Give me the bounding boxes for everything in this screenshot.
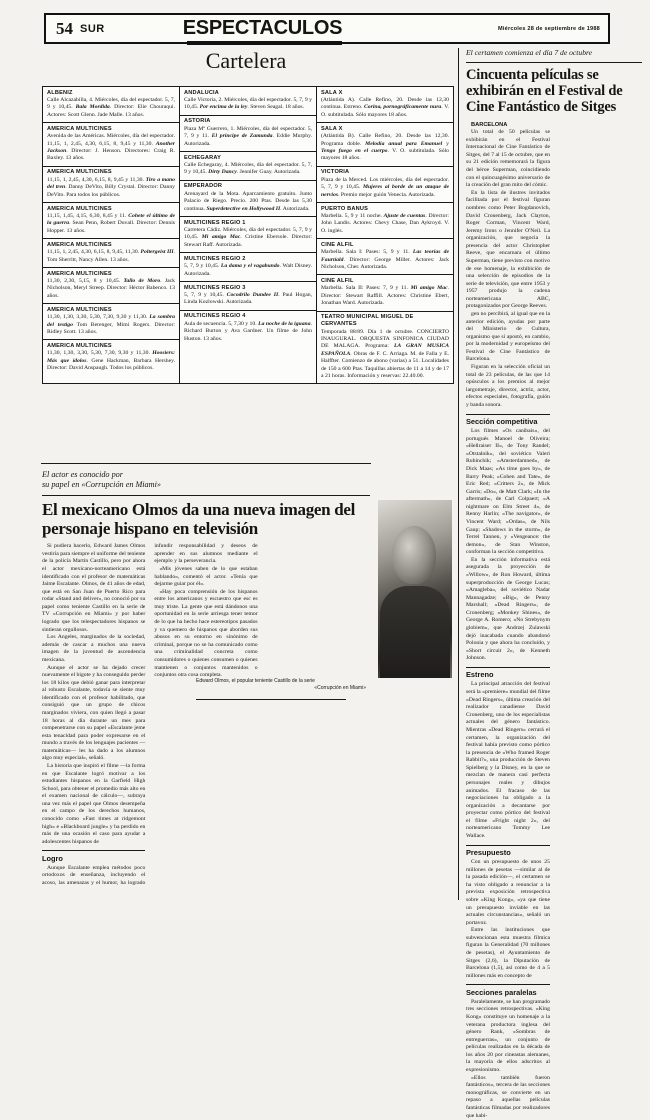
paragraph: «Hay poca comprensión de los hispanos entre los americanos y escuestro que esc es muy triste. La gente que está dándonos una oportunidad en la serie arriesga tener temor de lo que ha hecho hace estereotipos pasados y va quemero de hispanos que aborden sus abusos en su entorno en sinónimo de criminal, porque no se ha comunicado como una criminalidad concreta como consumidores o quienes consumen o quienes mantienen o conjuntos mantenidos o conjuntos otra cosa completa. (154, 588, 258, 679)
listing-column (43, 87, 179, 383)
photo-caption (196, 678, 366, 691)
cinema-details: Aula de secuencia. 5, 7,30 y 10. La noche de la iguana. Richard Burton y Ava Gardner. Un filme de John Huston. 13 años. (184, 320, 312, 342)
cinema-name: MULTICINES REGIO 3 (184, 284, 246, 291)
cinema-name: AMERICA MULTICINES (47, 169, 112, 176)
dateline: BARCELONA (471, 121, 508, 128)
cinema-details: Calle Echegaray, 4. Miércoles, día del espectador. 5, 7, 9 y 10,45. Dirty Dancy. Jennifer Guay. Autorizada. (184, 161, 312, 176)
section-subhead: Presupuesto (466, 845, 550, 858)
cinema-entry (180, 217, 316, 253)
cinema-entry (180, 152, 316, 181)
cinema-listings (42, 86, 454, 384)
cinema-details: Arenayard de la Mota. Aparcamiento gratuito. Junto Palacio de Riego. Precio. 200 Ptas. Desde las 5,30 continua. Superdetective en Hollywood II. Autorizada. (184, 190, 312, 212)
cinema-name: VICTORIA (321, 169, 350, 176)
cinema-entry (317, 312, 453, 384)
cinema-name: MULTICINES REGIO 2 (184, 255, 246, 262)
cinema-entry (317, 275, 453, 311)
listing-column (316, 87, 453, 383)
cinema-name: PUERTO BANUS (321, 205, 369, 212)
paragraph: En la sección informativa está asegurada la proyección de «Willow», de Ron Howard, última superproducción de George Lucas; «Amagleba», del soviético Nadar Mannagadze; «Big», de Penny Marshall; «Dead Ringers», de Cronenberg; «Monkey Shines», de George A. Romero; «No Strebynym globiem», que Andrzej Zulawski dejó inacabada cuando abandonó Polonia y que ahora ha concluido, y «Short circuit 2», de Kenneth Johnson. (466, 556, 550, 662)
cinema-name: AMERICA MULTICINES (47, 342, 112, 349)
cinema-details: Plaza Mª Guerrero, 1. Miércoles, día del espectador. 5, 7, 9 y 11. El príncipe de Zamunda. Eddie Murphy. Autorizada. (184, 125, 312, 147)
cinema-entry (180, 116, 316, 152)
cinema-entry (43, 340, 179, 375)
cinema-entry (43, 167, 179, 203)
cinema-name: CINE ALFIL (321, 241, 354, 248)
cinema-details: 5, 7, 9 y 10,45. La dama y el vagabundo. Walt Disney. Autorizada. (184, 263, 312, 277)
cinema-details: Marbella. Sala II: Pases: 7, 9 y 11. Mi amigo Mac. Director: Stewart Raffill. Actores: Christine Ebert, Jonathan Ward. Autorizada. (321, 285, 449, 307)
cinema-details: Calle Alcazabilla, 4. Miércoles, día del espectador. 5, 7, 9 y 10,45. Bala Mordida. Director: Elie Chouraqui. Actores: Scott Glenn. Jade Malle. 13 años. (47, 96, 176, 118)
cinema-name: ASTORIA (184, 118, 211, 125)
cinema-name: CINE ALFIL (321, 277, 354, 284)
cinema-entry (317, 203, 453, 239)
sitges-kicker: El certamen comienza el día 7 de octubre (466, 48, 593, 57)
cinema-details: 11,15, 1,45, 4,15, 6,30, 8,45 y 11. Cohete el último de la guerra. Sean Penn, Robert Duvall. Director: Dennis Hopper. 13 años. (47, 213, 176, 234)
cinema-details: Plaza de la Merced. Los miércoles, día del espectador. 5, 7, 9 y 10,45. Mujeres al borde de un ataque de nervios. Premio mejor guión Venecia. Autorizada. (321, 176, 449, 198)
cinema-entry (43, 203, 179, 239)
sitges-headline: Cincuenta películas se exhibirán en el Festival de Cine Fantástico de Sitges (466, 66, 623, 116)
section-subhead: Estreno (466, 667, 550, 680)
photo-caption-line1: Edward Olmos, el popular teniente Castillo de la serie (196, 678, 315, 684)
cinema-entry (180, 282, 316, 311)
cinema-details: (Atlántida B). Calle Refino, 20. Desde las 12,30. Programa doble. Melodía anual para Emanuel y Tengo fuego en el cuerpo. V. O. subtitulada. Sólo mayores 18 años. (321, 133, 450, 162)
cinema-details: 11,15, 1, 2,45, 4,30, 6,15, 8, 9,45 y 11,30. Tiro a mano del tren. Danny DeVito, Billy Crystal. Director: Danny DeVito. Para todos los públicos. (47, 176, 176, 198)
issue-date: Miércoles 28 de septiembre de 1988 (498, 25, 600, 32)
article-top-rule (41, 463, 371, 464)
section-subhead: Sección competitiva (466, 414, 550, 427)
paragraph: Figuran en la selección oficial un total de 23 películas, de las que 14 opúsculos a los premios al mejor largometraje, director, actriz, actor, efectos especiales, fotografía, guión y banda sonora. (466, 364, 550, 408)
cinema-name: TEATRO MUNICIPAL MIGUEL DE CERVANTES (321, 314, 414, 328)
olmos-photo (378, 500, 452, 678)
cinema-entry (43, 123, 179, 167)
kicker-rule (466, 62, 642, 63)
cinema-entry (317, 87, 453, 123)
paragraph: Los filmes «Os canibais», del portugués Manoel de Oliveira; «Hellraiser II», de Tony Randel; «Otstalnik», del soviético Valeri Rubinchik; «Amsterdamned», de Dick Maas; «As time goes by», de Barry Peak; «Cohen and Tate», de Eric Red; «Critters 2», de Mick Garris; «Do», de Matt Clark; «In the aftermath», de Carl Colpaert; «A nightmare on Elm Street 4», de Renny Harlin; «The navigator», de Vincent Ward; «Ordas», de Nils Gaup; «Shadows in the storm», de Terrel Tannen, y «Vengeance: the demon», de Stan Winston, conforman la sección competitiva. (466, 428, 550, 556)
cinema-name: MULTICINES REGIO 1 (184, 219, 246, 226)
cinema-details: 11,30, 2,30, 5,15, 8 y 10,45. Tallo de Moro. Jack Nicholson, Meryl Streep. Director: Héctor Babenco. 13 años. (47, 278, 175, 299)
paragraph: La principal atracción del festival será la «premiere» mundial del filme «Dead Ringers», última creación del realizador canadiense David Cronenberg, uno de los especialistas actuales del género fantástico. Mientras «Dead Ringers» cerrará el certamen, la organización del festival había previsto como pórtico la presencia de «Who framed Roger Rabbit?», una producción de Steven Spielberg y la Disney, en la que se mezclan de manera casi perfecta personajes reales y dibujos animados. El fracaso de las negociaciones ha obligado a la organización a decantarse por proyectar como pórtico del festival el filme «Fright night 2», del norteamericano Tommy Lee Wallace. (466, 681, 550, 840)
cinema-entry (180, 87, 316, 116)
paragraph: Entre las instituciones que subvencionan esta muestra fílmica figuran la Generalidad (70 millones de pesetas), el Ayuntamiento de Sitges (2,6), la Diputación de Barcelona (1,5), así como de 4 a 5 millones más en concepto de (466, 927, 550, 979)
masthead-underline (187, 41, 342, 45)
photo-caption-line2: «Corrupción en Miami» (314, 684, 366, 691)
sitges-article (466, 48, 642, 1120)
cinema-details: (Atlántida A). Calle Refino, 20. Desde las 12,30 continua. Estreno. Corina, pornográficamente nura. V. O. subtitulada. Sólo mayores 18 años. (321, 96, 449, 118)
cinema-name: AMERICA MULTICINES (47, 125, 112, 132)
cinema-details: Marbella. Sala I: Pases: 5, 9 y 11. Las teorías de Faurtíald. Director: George Miller. Actores: Jack Nicholson, Cher. Autorizada. (321, 249, 449, 271)
cinema-details: 5, 7, 9 y 10,45. Cocodrilo Dundee II. Paul Hogan, Linda Kozlowski. Autorizada. (184, 291, 312, 306)
masthead (44, 13, 610, 44)
cinema-entry (180, 253, 316, 282)
paragraph: Si pudiera hacerlo, Edward James Olmos vestiría para siempre el uniforme del teniente de la policía Martín Castillo, pero por ahora el actor mexicano-norteamericano está identificado con el profesor de matemáticas Jaime Escalante. Olmos, de 41 años de edad, que está en San Juan de Puerto Rico para rodar «Stand and deliver», no conoció por su papel como teniente Castillo en la serie de TV «Corrupción en Miami» y por haber logrado que los telespectadores hispanos se sintieran orgullosos. (42, 543, 146, 633)
paragraph: Los Angeles, marginados de la sociedad, además de cascar a muchos una nueva imagen de la juventud de ascendencia mexicana. (42, 634, 146, 663)
cinema-name: AMERICA MULTICINES (47, 306, 112, 313)
cinema-name: SALA X (321, 89, 343, 96)
cinema-name: AMERICA MULTICINES (47, 270, 112, 277)
cinema-entry (180, 311, 316, 346)
photo-torso (380, 586, 450, 678)
paragraph: Paralelamente, se han programado tres secciones retrospectivas. «King Kong» constituye un homenaje a la veterana productora inglesa del género Rank, «Sombras de entreguerras», un conjunto de películas realizadas en la década de los años 20 por cineastas alemanes, la mayoría de ellos adscritos al expresionismo. (466, 998, 550, 1074)
cinema-entry (43, 239, 179, 268)
column-divider (458, 48, 459, 900)
paragraph: Con un presupuesto de unos 25 millones de pesetas —similar al de la pasada edición—, el certamen se ha visto obligado a renunciar a la prevista exposición retrospectiva sobre «King Kong», «ya que tiene un presupuesto inviable en las actuales circunstancias», señaló un portavoz. (466, 859, 550, 926)
paragraph: Aunque Escalante emplea métodos poco ortodoxos de enseñanza, incluyendo el acoso, las amenazas y el humor, ha logrado infundir responsabilidad y deseos de aprender en sus alumnos mediante el ejemplo y la perseverancia. (42, 543, 258, 887)
cinema-details: Carretera Cádiz. Miércoles, día del espectador. 5, 7, 9 y 10,45. Mi amigo Mac. Cristine Ebersole. Director: Stewart Raff. Autorizada. (184, 226, 312, 248)
olmos-kicker-rule (42, 495, 370, 496)
listing-column (179, 87, 316, 383)
section-title: ESPECTACULOS (182, 17, 343, 39)
cinema-entry (317, 239, 453, 275)
section-subhead: Secciones paralelas (466, 984, 550, 997)
caption-rule (196, 699, 346, 700)
paragraph: gen no percibirá, al igual que en la anterior edición, ayudas por parte del Ministerio de Cultura, organismo que sí apostó, en cambio, por la modernidad y europeísmo del Festival de Cine Fantástico de Barcelona. (466, 311, 550, 363)
paragraph: Un total de 50 películas se exhibirán en el Festival Internacional de Cine Fantástico de Sitges, del 7 al 15 de octubre, que en su 21 edición rememorará la figura del héroe Superman, coincidiendo con el quincuagésimo aniversario de la creación del gran mito del cómic. (466, 129, 550, 189)
paragraph: Aunque el actor se ha dejado crecer nuevamente el bigote y ha conseguido perder los 18 kilos que debió ganar para interpretar al robusto Escalante, todavía se siente muy identificado con el profesor habilitado, que consiguió que un grupo de chicos marginados viviera, con quien llegó a pasar 18 horas al día durante un mes para compenetrarse con su papel «Escalante jeme esta tenacidad para poder expresarse en el mundo a través de los lenguajes pacientes —matemáticas— les ha dado a los alumnos algo muy especial», señaló. (42, 664, 146, 762)
cinema-details: 11,15, 1, 2,45, 4,30, 6,15, 8, 9,45, 11,30. Poltergeist III. Tom Sherritt, Nancy Allen. 13 años. (47, 249, 176, 263)
sitges-body (466, 122, 642, 1120)
cinema-name: ECHEGARAY (184, 154, 222, 161)
cinema-name: MULTICINES REGIO 4 (184, 313, 246, 320)
paragraph: «Ellos también fueron fantásticos», tercera de las secciones monográficas, se convierte en un repaso a aquellas películas fantásticas filmadas por realizadores que habi- (466, 1074, 550, 1119)
paragraph: «Mis jóvenes saben de lo que estaban hablando», comentó el actor. «Tenía que dejarme guiar por él». (154, 565, 258, 588)
cinema-entry (43, 87, 179, 123)
olmos-kicker (42, 470, 370, 494)
cinema-details: Avenida de las Américas. Miércoles, día del espectador. 11,15, 1, 2,45, 4,30, 6,15, 8, 9,45 y 11,30. Another Jackson. Director: J. Henson. Directores: Craig R. Baxley. 13 años. (47, 133, 175, 162)
cinema-entry (43, 268, 179, 304)
cinema-details: Marbella. 5, 9 y 11 noche. Ajuste de cuentas. Director: John Landis. Actores: Chevy Chase, Dan Aykroyd. V. O. inglés. (321, 213, 449, 234)
cinema-entry (180, 181, 316, 217)
olmos-headline: El mexicano Olmos da una nueva imagen del personaje hispano en televisión (42, 499, 356, 538)
paragraph: La historia que inspiró el filme —la forma en que Escalante logró motivar a los estudiantes hispanos en la Garfield High School, para obtener el promedio más alto en el examen nacional de cálculo—, subraya una vez más el papel que Olmos desempeña en el campo de los derechos humanos, conocido como «Fast times at ridgemont high» e «Blackboard jungle» y ha perdido en más de una ocasión el caso para ayudar a adolescentes hispanos de (42, 763, 146, 845)
cinema-details: 11,30, 1,30, 3,30, 5,30, 7,30, 9,30 y 11,30. La sombra del testigo Tom Berenger, Mimi Rogers. Director: Ridley Scott. 13 años. (47, 314, 176, 336)
cinema-details: Calle Victoria, 2. Miércoles, día del espectador. 5, 7, 9 y 10,45. Por encima de la ley. Steven Seagal. 18 años. (184, 96, 312, 111)
paragraph: En la lista de ilustres invitados facilitada por el festival figuran nombres como Peter Bogdanovich, David Cronenberg, Jack Clayton, Roger Corman, Vincent Ward, Jeremy Irons o Jennifer O'Neil. La organización, que negocia la presencia del actor Christopher Reeve, que encarnara el último Superman, tiene previsto con motivo de ese homenaje, la exhibición de una selección de episodios de la serie de televisión, que entre 1953 y 1957 produjo la cadena norteamericana ABC, protagonizados por George Reeves. (466, 189, 550, 310)
olmos-body (42, 543, 370, 893)
cinema-name: AMERICA MULTICINES (47, 241, 112, 248)
photo-face (392, 526, 436, 584)
cinema-details: 11,30, 1,30, 3,30, 5,30, 7,30, 9,30 y 11,30. Hoosiers: Más que ídolos. Gene Hackman, Barbara Hershey. Director: David Anspaugh. Todos los públicos. (47, 350, 175, 372)
cinema-name: ALBENIZ (47, 89, 73, 96)
cinema-entry (317, 123, 453, 167)
olmos-kicker-line1: El actor es conocido por (42, 470, 123, 479)
cinema-entry (317, 167, 453, 203)
cartelera-title: Cartelera (205, 48, 287, 73)
brand-name: SUR (80, 22, 105, 35)
cinema-name: EMPERADOR (184, 183, 223, 190)
cinema-name: SALA X (321, 125, 343, 132)
cinema-name: AMERICA MULTICINES (47, 205, 112, 212)
cinema-details: Temporada 88/89. Día 1 de octubre. CONCIERTO INAUGURAL. ORQUESTA SINFONICA CIUDAD DE MALAGA. Programa: LA GRAN MUSICA ESPAÑOLA. Obras de F. C. Arriaga. M. de Falla y E. Halffter. Comienzo de abono (varias) a 51. Localidades de 150 a 600 Ptas. Taquillas abiertas de 11 a 14 y de 17 a 21 horas. Información y reservas: 22.40.00. (321, 328, 450, 380)
page-folio: 54 (56, 18, 73, 38)
cinema-name: ANDALUCIA (184, 89, 220, 96)
olmos-kicker-line2: su papel en «Corrupción en Miami» (42, 480, 161, 490)
section-subhead: Logro (42, 850, 145, 863)
cinema-entry (43, 304, 179, 340)
